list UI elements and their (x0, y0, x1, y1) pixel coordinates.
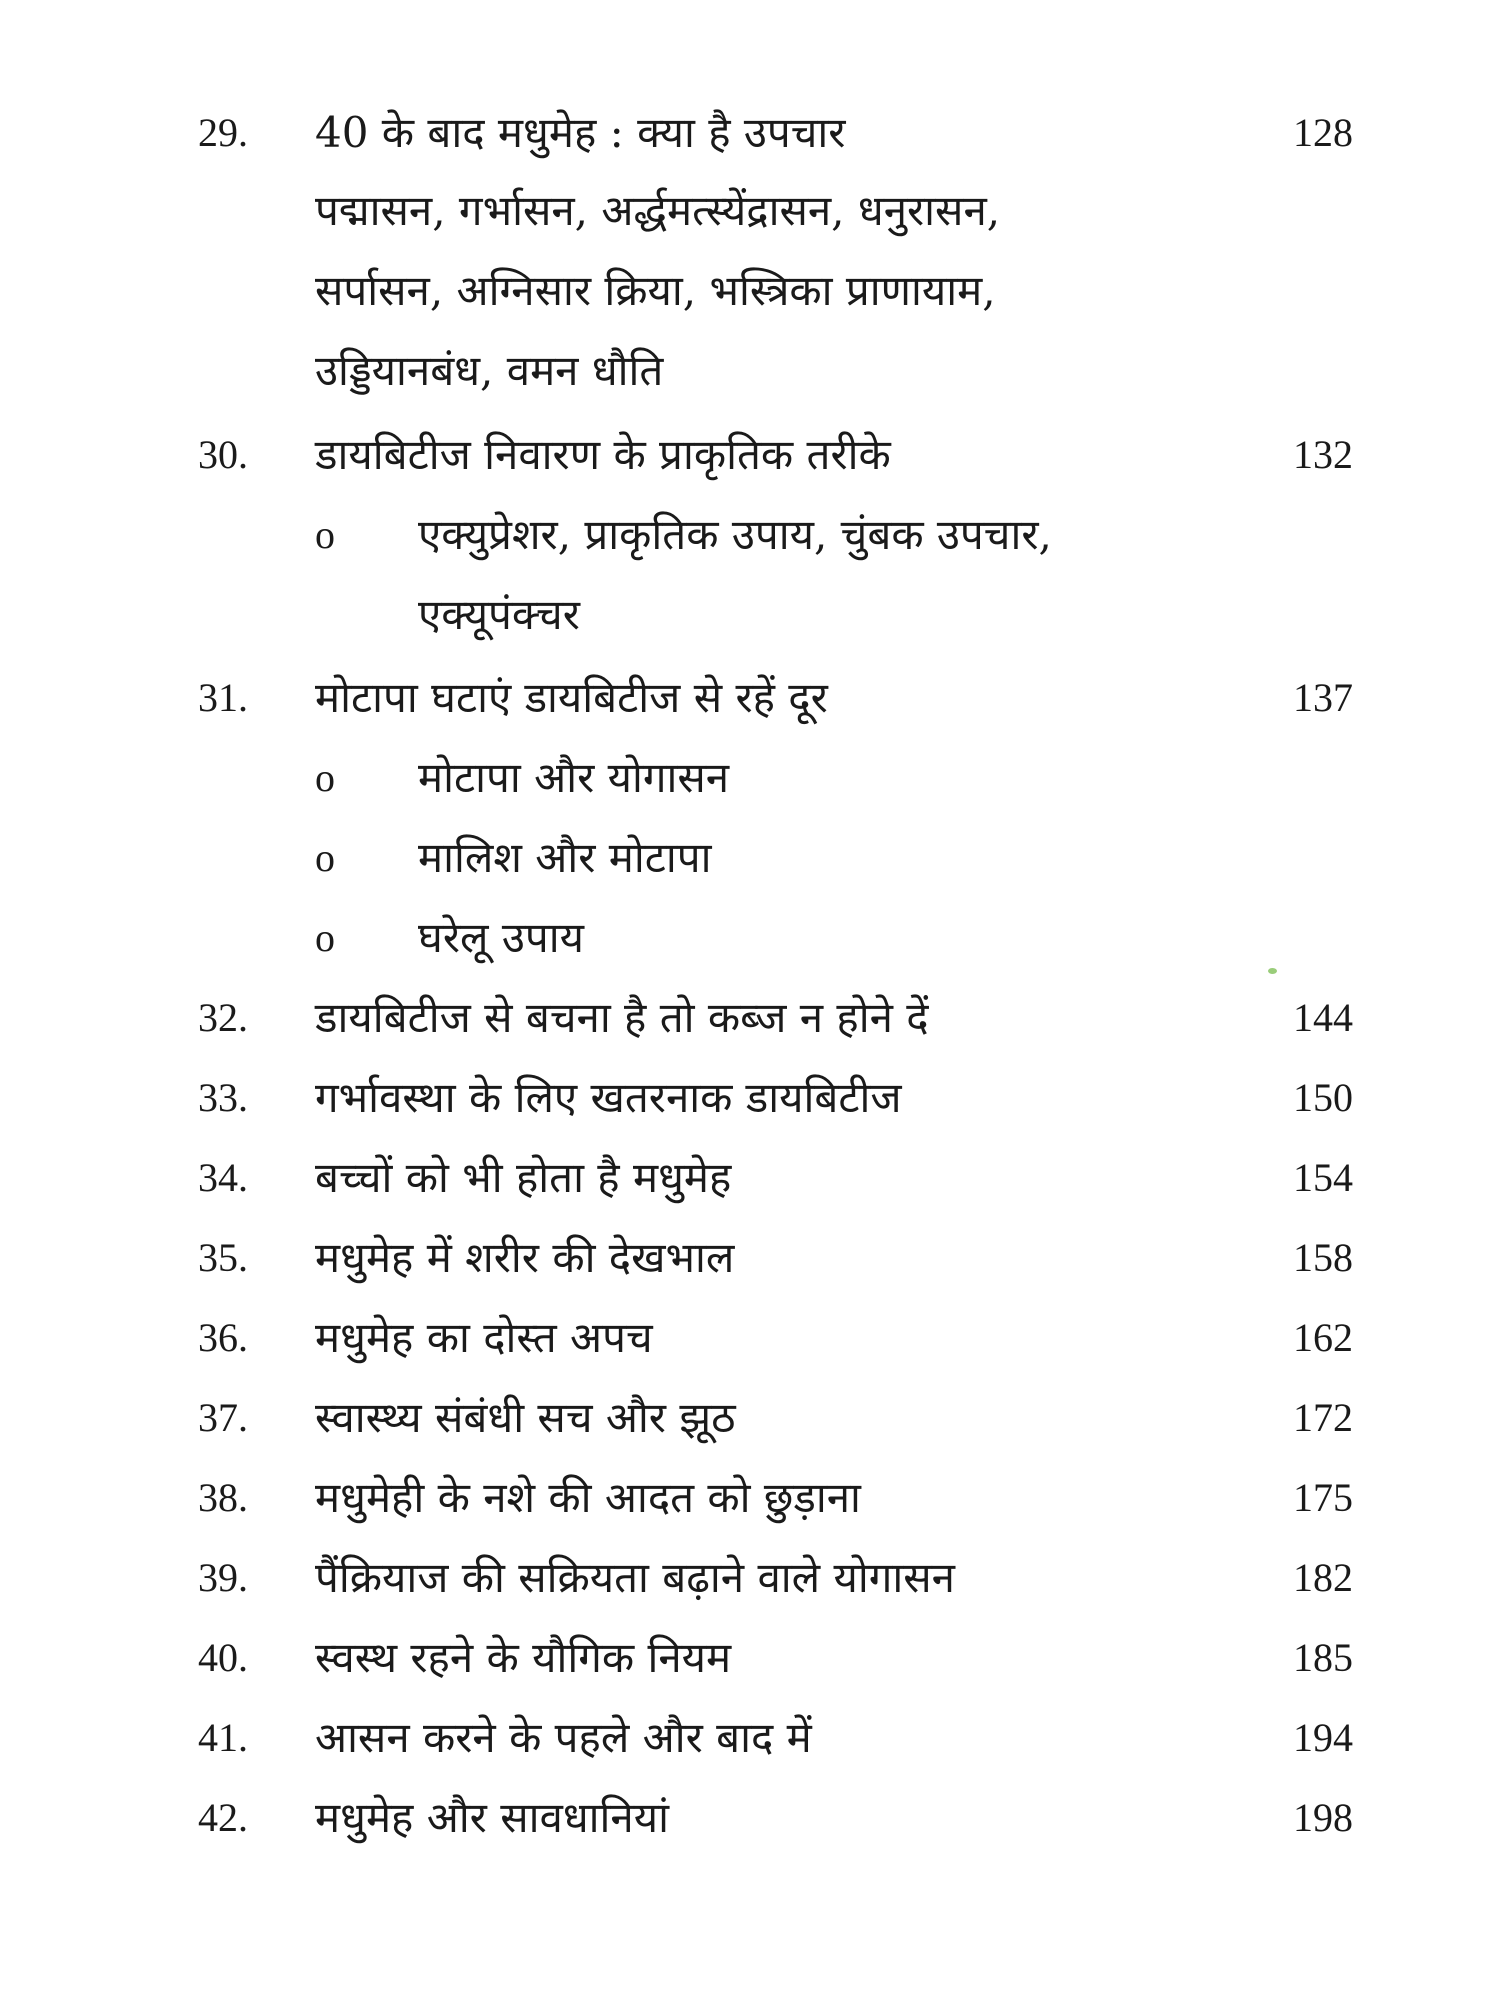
entry-number: 33. (198, 1075, 248, 1120)
entry-number: 30. (198, 432, 248, 477)
entry-number: 32. (198, 995, 248, 1040)
entry-page-number: 137 (1293, 675, 1353, 720)
bullet-text: घरेलू उपाय (418, 913, 584, 962)
entry-title: मधुमेही के नशे की आदत को छुड़ाना (315, 1473, 861, 1522)
entry-page-number: 144 (1293, 995, 1353, 1040)
entry-page-number: 154 (1293, 1155, 1353, 1200)
bullet-text: मालिश और मोटापा (418, 833, 712, 882)
entry-page-number: 162 (1293, 1315, 1353, 1360)
entry-title: डायबिटीज से बचना है तो कब्ज न होने दें (315, 993, 929, 1042)
entry-number: 40. (198, 1635, 248, 1680)
entry-page-number: 185 (1293, 1635, 1353, 1680)
entry-title: आसन करने के पहले और बाद में (315, 1713, 812, 1762)
entry-number: 29. (198, 110, 248, 155)
entry-number: 42. (198, 1795, 248, 1840)
entry-title: मोटापा घटाएं डायबिटीज से रहें दूर (315, 673, 828, 722)
entry-number: 37. (198, 1395, 248, 1440)
bullet-text: एक्यूपंक्चर (418, 590, 580, 639)
entry-page-number: 158 (1293, 1235, 1353, 1280)
entry-title: मधुमेह में शरीर की देखभाल (315, 1233, 735, 1282)
entry-29-subline-3: उड्डियानबंध, वमन धौति (315, 346, 664, 395)
bullet-marker: o (315, 512, 335, 557)
entry-page-number: 198 (1293, 1795, 1353, 1840)
entry-page-number: 132 (1293, 432, 1353, 477)
entry-number: 36. (198, 1315, 248, 1360)
entry-page-number: 128 (1293, 110, 1353, 155)
bullet-marker: o (315, 835, 335, 880)
entry-title: डायबिटीज निवारण के प्राकृतिक तरीके (315, 430, 891, 479)
bullet-marker: o (315, 755, 335, 800)
entry-number: 41. (198, 1715, 248, 1760)
entry-number: 38. (198, 1475, 248, 1520)
bullet-text: मोटापा और योगासन (418, 753, 730, 802)
entry-title: मधुमेह और सावधानियां (315, 1793, 669, 1842)
bullet-text: एक्युप्रेशर, प्राकृतिक उपाय, चुंबक उपचार, (418, 510, 1052, 559)
entry-29-subline-2: सर्पासन, अग्निसार क्रिया, भस्त्रिका प्राणायाम, (315, 266, 996, 315)
entry-title: 40 के बाद मधुमेह : क्या है उपचार (315, 108, 846, 157)
scan-speck (1268, 968, 1277, 974)
entry-number: 39. (198, 1555, 248, 1600)
entry-title: गर्भावस्था के लिए खतरनाक डायबिटीज (315, 1073, 902, 1122)
entry-number: 31. (198, 675, 248, 720)
entry-title: बच्चों को भी होता है मधुमेह (315, 1153, 732, 1202)
entry-number: 34. (198, 1155, 248, 1200)
entry-title: स्वास्थ्य संबंधी सच और झूठ (315, 1393, 736, 1442)
entry-title: मधुमेह का दोस्त अपच (315, 1313, 653, 1362)
entry-page-number: 175 (1293, 1475, 1353, 1520)
entry-29-subline-1: पद्मासन, गर्भासन, अर्द्धमत्स्येंद्रासन, धनुरासन, (315, 186, 1001, 235)
entry-page-number: 172 (1293, 1395, 1353, 1440)
entry-page-number: 150 (1293, 1075, 1353, 1120)
entry-title: पैंक्रियाज की सक्रियता बढ़ाने वाले योगासन (315, 1553, 955, 1602)
entry-page-number: 182 (1293, 1555, 1353, 1600)
entry-number: 35. (198, 1235, 248, 1280)
entry-title: स्वस्थ रहने के यौगिक नियम (315, 1633, 732, 1682)
bullet-marker: o (315, 915, 335, 960)
entry-page-number: 194 (1293, 1715, 1353, 1760)
